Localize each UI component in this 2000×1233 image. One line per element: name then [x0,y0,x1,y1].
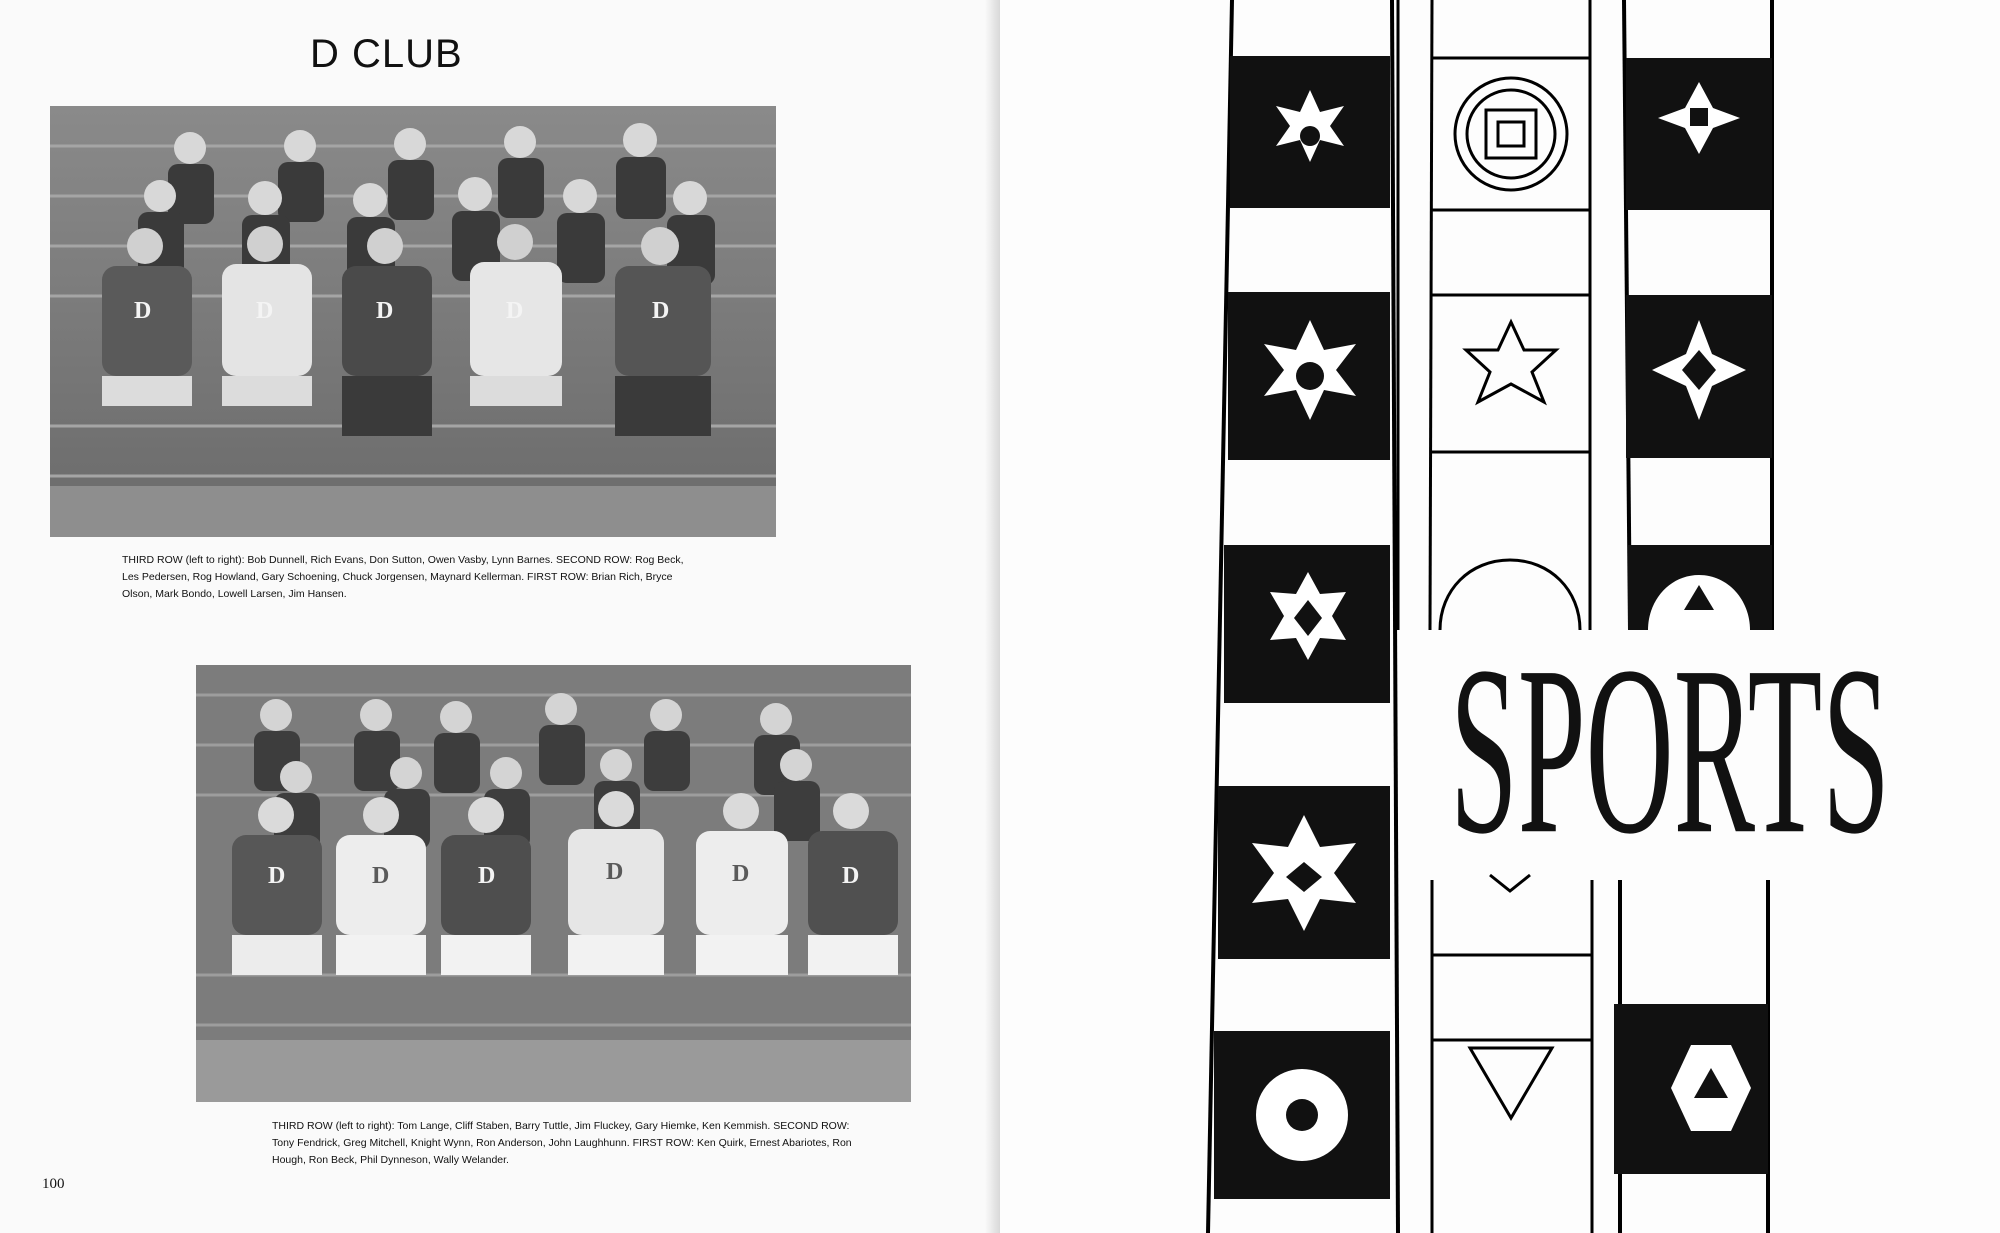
sports-heading-text: SPORTS [1450,630,1890,880]
photo-1-caption: THIRD ROW (left to right): Bob Dunnell, Rich Evans, Don Sutton, Owen Vasby, Lynn Barnes. SECOND ROW: Rog Beck, Les Pedersen, Rog Howland, Gary Schoening, Chuck Jorgensen, Maynard Kellerman. FIRST ROW: Brian Rich, Bryce Olson, Mark Bondo, Lowell Larsen, Jim Hansen. [122,554,684,600]
svg-text:D: D [256,298,274,324]
svg-text:D: D [506,298,524,324]
svg-text:D: D [478,863,496,889]
band-left [1208,0,1398,1233]
band-right [1614,0,1772,1233]
photo-2-caption: THIRD ROW (left to right): Tom Lange, Cliff Staben, Barry Tuttle, Jim Fluckey, Gary Hiemke, Ken Kemmish. SECOND ROW: Tony Fendrick, Greg Mitchell, Knight Wynn, Ron Anderson, John Laughhunn. FIRST ROW: Ken Quirk, Ernest Abariotes, Ron Hough, Ron Beck, Phil Dynneson, Wally Welander. [272,1120,852,1166]
band-middle [1398,0,1592,1233]
svg-text:D: D [732,861,750,887]
svg-text:D: D [606,859,624,885]
page-title: D CLUB [310,32,463,76]
sports-heading [1440,630,1900,880]
svg-text:D: D [376,298,394,324]
svg-text:D: D [652,298,670,324]
svg-text:D: D [134,298,152,324]
svg-text:D: D [268,863,286,889]
svg-text:D: D [842,863,860,889]
svg-text:D: D [372,863,390,889]
page-number: 100 [42,1176,65,1192]
